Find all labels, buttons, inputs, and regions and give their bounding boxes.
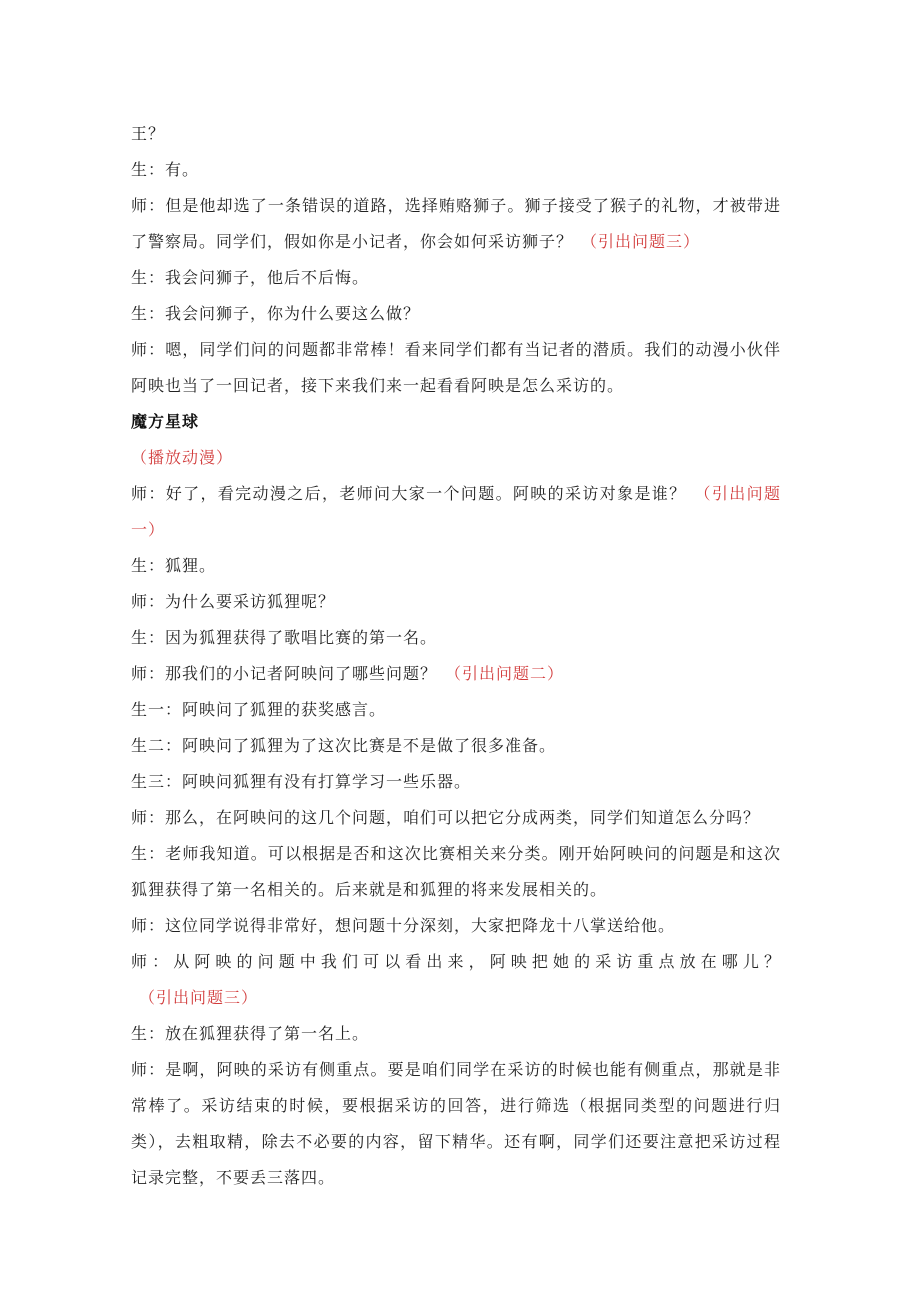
annotation-note: （引出问题三） — [139, 988, 259, 1007]
paragraph — [131, 188, 781, 260]
annotation-note: （引出问题三） — [581, 232, 701, 251]
paragraph-text: 生：我会问狮子，你为什么要这么做？ — [131, 304, 421, 323]
paragraph — [131, 728, 781, 764]
paragraph — [131, 584, 781, 620]
paragraph — [131, 116, 781, 152]
paragraph — [131, 1016, 781, 1052]
paragraph — [131, 476, 781, 548]
paragraph-text: 师：那我们的小记者阿映问了哪些问题？ — [131, 664, 438, 683]
paragraph-text: 师：那么，在阿映问的这几个问题，咱们可以把它分成两类，同学们知道怎么分吗？ — [131, 808, 761, 827]
paragraph-text: 生三：阿映问狐狸有没有打算学习一些乐器。 — [131, 772, 472, 791]
paragraph-text: 师：好了，看完动漫之后，老师问大家一个问题。阿映的采访对象是谁？ — [131, 484, 687, 503]
paragraph-text: 生：有。 — [131, 160, 200, 179]
paragraph-text: 生：因为狐狸获得了歌唱比赛的第一名。 — [131, 628, 438, 647]
paragraph — [131, 764, 781, 800]
paragraph-text: 生：狐狸。 — [131, 556, 217, 575]
section-title: 魔方星球 — [131, 412, 200, 431]
paragraph — [131, 152, 781, 188]
paragraph-text: 生：我会问狮子，他后不后悔。 — [131, 268, 370, 287]
paragraph — [131, 836, 781, 908]
paragraph-text: 师：是啊，阿映的采访有侧重点。要是咱们同学在采访的时候也能有侧重点，那就是非常棒了。采访结束的时候，要根据采访的回答，进行筛选（根据同类型的问题进行归类），去粗取精，除去不必要的内容，留下精华。还有啊，同学们还要注意把采访过程记录完整，不要丢三落四。 — [131, 1060, 781, 1187]
paragraph — [131, 656, 781, 692]
paragraph — [131, 296, 781, 332]
paragraph-text: 生一：阿映问了狐狸的获奖感言。 — [131, 700, 387, 719]
paragraph-text: 师：从阿映的问题中我们可以看出来，阿映把她的采访重点放在哪儿？ — [131, 952, 781, 971]
document-body — [131, 116, 781, 1196]
paragraph — [131, 332, 781, 404]
paragraph-text: 生：放在狐狸获得了第一名上。 — [131, 1024, 370, 1043]
section-note: （播放动漫） — [131, 448, 234, 467]
paragraph-text: 师：这位同学说得非常好，想问题十分深刻，大家把降龙十八掌送给他。 — [131, 916, 676, 935]
paragraph-text: 师：嗯，同学们问的问题都非常棒！看来同学们都有当记者的潜质。我们的动漫小伙伴阿映也当了一回记者，接下来我们来一起看看阿映是怎么采访的。 — [131, 340, 781, 395]
paragraph-text: 生二：阿映问了狐狸为了这次比赛是不是做了很多准备。 — [131, 736, 557, 755]
paragraph — [131, 800, 781, 836]
paragraph-text: 师：但是他却选了一条错误的道路，选择贿赂狮子。狮子接受了猴子的礼物，才被带进了警察局。同学们，假如你是小记者，你会如何采访狮子？ — [131, 196, 781, 251]
paragraph — [131, 260, 781, 296]
paragraph-text: 王？ — [131, 124, 166, 143]
annotation-note: （引出问题一） — [131, 484, 781, 539]
paragraph — [131, 548, 781, 584]
paragraph — [131, 620, 781, 656]
paragraph — [131, 944, 781, 1016]
paragraph — [131, 692, 781, 728]
paragraph — [131, 908, 781, 944]
paragraph-text: 师：为什么要采访狐狸呢？ — [131, 592, 336, 611]
paragraph-text: 生：老师我知道。可以根据是否和这次比赛相关来分类。刚开始阿映问的问题是和这次狐狸获得了第一名相关的。后来就是和狐狸的将来发展相关的。 — [131, 844, 781, 899]
paragraph — [131, 1052, 781, 1196]
annotation-note: （引出问题二） — [445, 664, 565, 683]
